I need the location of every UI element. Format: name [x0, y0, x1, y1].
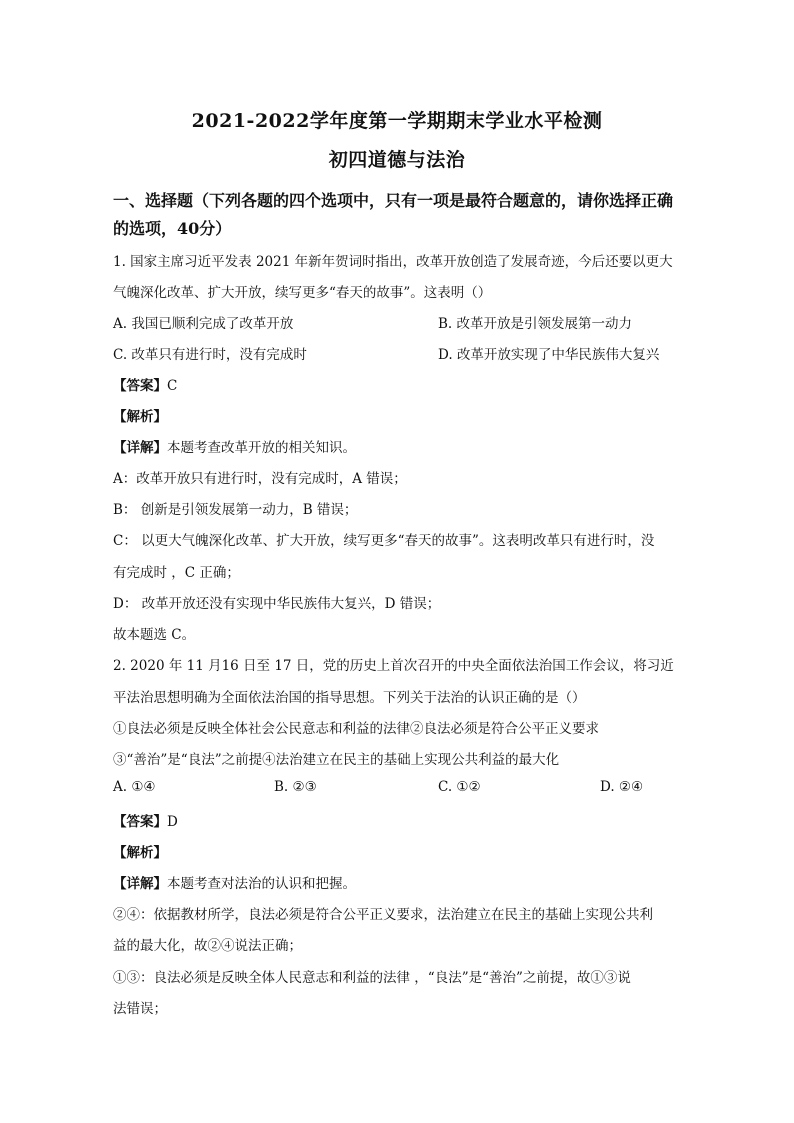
q1-option-b: B. 改革开放是引领发展第一动力	[438, 316, 633, 332]
q2-answer	[113, 810, 688, 830]
q1-stem-line1: 1. 国家主席习近平发表 2021 年新年贺词时指出，改革开放创造了发展奇迹，今后还要以更大	[113, 254, 673, 270]
q2-explain-2-line2: 法错误；	[113, 1001, 167, 1017]
q1-answer-label: 【答案】	[113, 378, 167, 394]
q1-explain-d: D： 改革开放还没有实现中华民族伟大复兴，D 错误；	[113, 596, 441, 612]
q1-option-d: D. 改革开放实现了中华民族伟大复兴	[438, 347, 660, 363]
q2-analysis-label: 【解析】	[113, 845, 167, 861]
q1-explain-c-line1: C： 以更大气魄深化改革、扩大开放，续写更多“春天的故事”。这表明改革只有进行时，没	[113, 533, 655, 549]
q1-option-c: C. 改革只有进行时，没有完成时	[113, 347, 307, 363]
q2-detail-label: 【详解】	[113, 876, 167, 892]
q1-explain-b: B： 创新是引领发展第一动力，B 错误；	[113, 502, 358, 518]
exam-title: 2021-2022学年度第一学期期末学业水平检测	[191, 110, 603, 132]
q1-conclusion: 故本题选 C。	[113, 627, 196, 643]
q2-stem-line2: 平法治思想明确为全面依法治国的指导思想。下列关于法治的认识正确的是（）	[113, 690, 586, 706]
q2-explain-1-line1: ②④：依据教材所学，良法必须是符合公平正义要求，法治建立在民主的基础上实现公共利	[113, 907, 653, 923]
q2-option-b: B. ②③	[274, 779, 317, 795]
q1-answer	[113, 374, 688, 394]
q2-detail-text: 本题考查对法治的认识和把握。	[167, 876, 356, 892]
q1-stem-line2: 气魄深化改革、扩大开放，续写更多“春天的故事”。这表明（）	[113, 285, 492, 301]
q2-explain-2-line1: ①③：良法必须是反映全体人民意志和利益的法律 ，“良法”是“善治”之前提，故①③说	[113, 970, 631, 986]
q2-option-d: D. ②④	[600, 779, 644, 795]
exam-subtitle: 初四道德与法治	[328, 149, 466, 171]
section-heading-line1: 一、选择题（下列各题的四个选项中，只有一项是最符合题意的，请你选择正确	[113, 191, 674, 210]
q1-explain-a: A：改革开放只有进行时，没有完成时，A 错误；	[113, 471, 407, 487]
q2-stem-line3: ①良法必须是反映全体社会公民意志和利益的法律②良法必须是符合公平正义要求	[113, 721, 599, 737]
q2-stem-line1: 2. 2020 年 11 月16 日至 17 日，党的历史上首次召开的中央全面依法治国工作会议，将习近	[113, 658, 674, 674]
q2-option-c: C. ①②	[438, 779, 481, 795]
q2-answer-value: D	[167, 814, 178, 830]
q1-detail-text: 本题考查改革开放的相关知识。	[167, 440, 356, 456]
q2-detail	[113, 872, 688, 892]
q2-option-a: A. ①④	[113, 779, 156, 795]
q1-explain-c-line2: 有完成时 ，C 正确；	[113, 565, 240, 581]
q2-answer-label: 【答案】	[113, 814, 167, 830]
q1-detail	[113, 436, 688, 456]
q1-detail-label: 【详解】	[113, 440, 167, 456]
q2-stem-line4: ③“善治”是“良法”之前提④法治建立在民主的基础上实现公共利益的最大化	[113, 752, 560, 768]
q1-option-a: A. 我国已顺利完成了改革开放	[113, 316, 294, 332]
section-heading-line2: 的选项，40分）	[113, 219, 232, 238]
q1-analysis-label: 【解析】	[113, 409, 167, 425]
q2-explain-1-line2: 益的最大化，故②④说法正确；	[113, 938, 302, 954]
q1-answer-value: C	[167, 378, 178, 394]
